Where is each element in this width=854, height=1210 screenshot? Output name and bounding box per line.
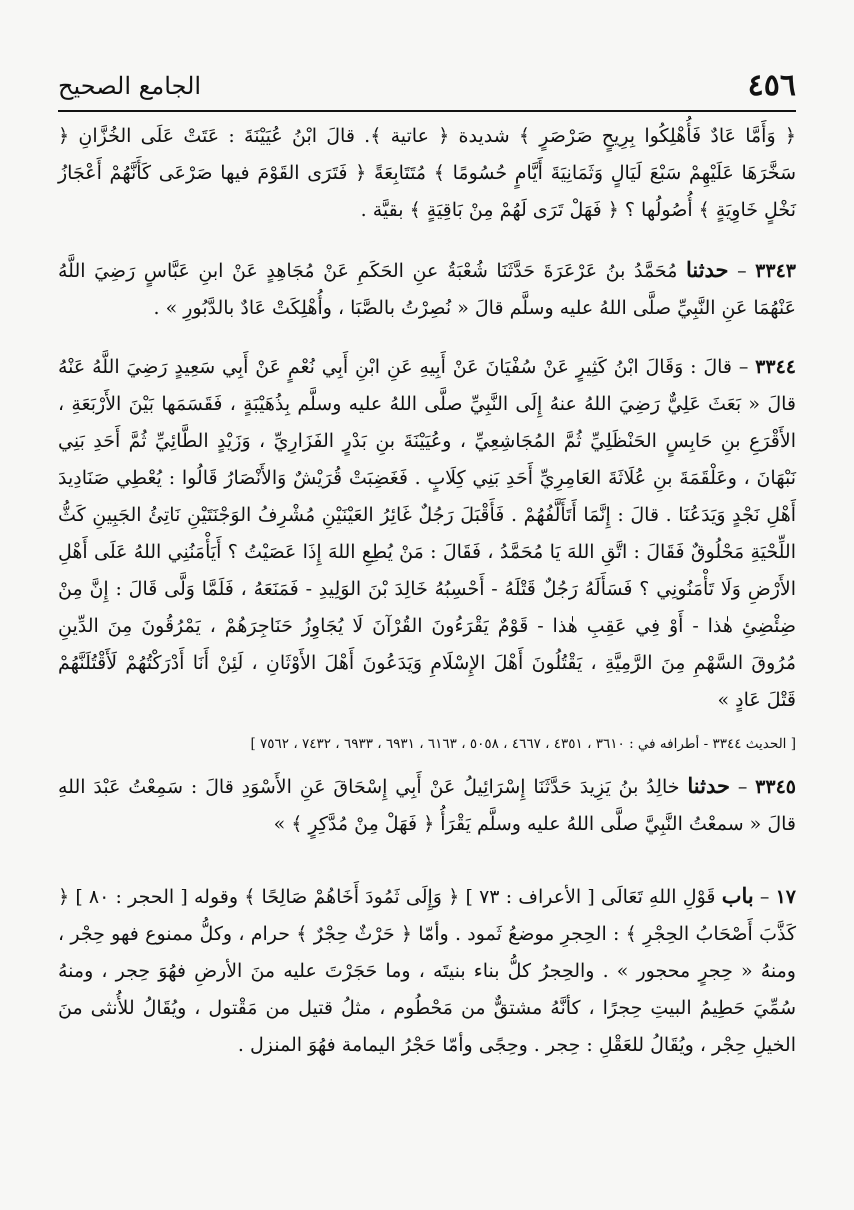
hadith-3345: ٣٣٤٥ – حدثنا خالِدُ بنُ يَزِيدَ حَدَّثَنَا إِسْرَائِيلُ عَنْ أَبِي إِسْحَاقَ عَنِ الأَسْوَدِ قالَ : سَمِعْتُ عَبْدَ اللهِ قالَ « سمعْتُ النَّبِيَّ صلَّى اللهُ عليه وسلَّم يَقْرَأُ ﴿ فَهَلْ مِنْ مُدَّكِرٍ ﴾ » — [58, 773, 796, 835]
hadith-text: خالِدُ بنُ يَزِيدَ حَدَّثَنَا إِسْرَائِيلُ عَنْ أَبِي إِسْحَاقَ عَنِ الأَسْوَدِ قالَ : سَمِعْتُ عَبْدَ اللهِ قالَ « سمعْتُ النَّبِيَّ صلَّى اللهُ عليه وسلَّم يَقْرَأُ ﴿ فَهَلْ مِنْ مُدَّكِرٍ ﴾ » — [58, 776, 796, 835]
page-header — [58, 66, 796, 112]
chapter-number: ١٧ — [775, 886, 797, 908]
hadith-keyword: حدثنا — [687, 773, 730, 798]
chapter-17: ١٧ – باب قَوْلِ اللهِ تَعَالَى [ الأعراف : ٧٣ ] ﴿ وَإِلَى ثَمُودَ أَخَاهُمْ صَالِحًا ﴾ وقوله [ الحجر : ٨٠ ] ﴿ كَذَّبَ أَصْحَابُ الحِجْرِ ﴾ : الحِجرِ موضعُ ثَمود . وأمّا ﴿ حَرْثٌ حِجْرٌ ﴾ حرام ، وكلُّ ممنوع فهو حِجْر ، ومنهُ « حِجرٍ محجور » . والحِجرُ كلُّ بناء بنيتَه ، وما حَجَرْتَ عليه منَ الأرضِ فهُوَ حِجر ، ومنهُ سُمِّيَ حَطِيمُ البيتِ حِجرًا ، كأنَّهُ مشتقٌّ من مَحْطُوم ، مثلُ قتيل من مَقْتول ، ويُقَالُ للأُنثى منَ الخيلِ حِجْر ، ويُقَالُ للعَقْلِ : حِجر . وحِجًى وأمّا حَجْرُ اليمامة فهُوَ المنزل . — [58, 883, 797, 1056]
chapter-text: قَوْلِ اللهِ تَعَالَى [ الأعراف : ٧٣ ] ﴿ وَإِلَى ثَمُودَ أَخَاهُمْ صَالِحًا ﴾ وقوله [ الحجر : ٨٠ ] ﴿ كَذَّبَ أَصْحَابُ الحِجْرِ ﴾ : الحِجرِ موضعُ ثَمود . وأمّا ﴿ حَرْثٌ حِجْرٌ ﴾ حرام ، وكلُّ ممنوع فهو حِجْر ، ومنهُ « حِجرٍ محجور » . والحِجرُ كلُّ بناء بنيتَه ، وما حَجَرْتَ عليه منَ الأرضِ فهُوَ حِجر ، ومنهُ سُمِّيَ حَطِيمُ البيتِ حِجرًا ، كأنَّهُ مشتقٌّ من مَحْطُوم ، مثلُ قتيل من مَقْتول ، ويُقَالُ للأُنثى منَ الخيلِ حِجْر ، ويُقَالُ للعَقْلِ : حِجر . وحِجًى وأمّا حَجْرُ اليمامة فهُوَ المنزل . — [58, 886, 796, 1056]
chapter-keyword: باب — [721, 883, 754, 908]
hadith-3344-cross-references: [ الحديث ٣٣٤٤ - أطرافه في : ٣٦١٠ ، ٤٣٥١ ، ٤٦٦٧ ، ٥٠٥٨ ، ٦١٦٣ ، ٦٩٣١ ، ٦٩٣٣ ، ٧٤٣٢ ، ٧٥٦٢ ] — [250, 736, 796, 752]
hadith-3343: ٣٣٤٣ – حدثنا مُحَمَّدُ بنُ عَرْعَرَةَ حَدَّثَنَا شُعْبَةُ عنِ الحَكَمِ عَنْ مُجَاهِدٍ عَنْ ابنِ عَبَّاسٍ رَضِيَ اللَّهُ عَنْهُمَا عَنِ النَّبِيِّ صلَّى اللهُ عليه وسلَّم قالَ « نُصِرْتُ بالصَّبَا ، وأُهْلِكَتْ عَادٌ بالدَّبُورِ » . — [58, 257, 796, 319]
hadith-number: ٣٣٤٤ — [755, 356, 796, 378]
hadith-number: ٣٣٤٥ — [755, 776, 796, 798]
intro-paragraph: ﴿ وَأَمَّا عَادٌ فَأُهْلِكُوا بِرِيحٍ صَرْصَرٍ ﴾ شديدة ﴿ عاتية ﴾. قالَ ابْنُ عُيَيْنَةَ : عَتَتْ عَلَى الخُزَّانِ ﴿ سَخَّرَهَا عَلَيْهِمْ سَبْعَ لَيَالٍ وَثَمَانِيَةَ أَيَّامٍ حُسُومًا ﴾ مُتَتَابِعَةً ﴿ فَتَرَى القَوْمَ فيها صَرْعَى كَأَنَّهُمْ أَعْجَازُ نَخْلٍ خَاوِيَةٍ ﴾ أُصُولُها ؟ ﴿ فَهَلْ تَرَى لَهُمْ مِنْ بَاقِيَةٍ ﴾ بقيَّة . — [58, 125, 796, 221]
hadith-text: مُحَمَّدُ بنُ عَرْعَرَةَ حَدَّثَنَا شُعْبَةُ عنِ الحَكَمِ عَنْ مُجَاهِدٍ عَنْ ابنِ عَبَّاسٍ رَضِيَ اللَّهُ عَنْهُمَا عَنِ النَّبِيِّ صلَّى اللهُ عليه وسلَّم قالَ « نُصِرْتُ بالصَّبَا ، وأُهْلِكَتْ عَادٌ بالدَّبُورِ » . — [58, 260, 796, 319]
hadith-keyword: حدثنا — [685, 257, 729, 282]
page-body — [58, 118, 796, 1086]
hadith-text: قالَ : وَقَالَ ابْنُ كَثِيرٍ عَنْ سُفْيَانَ عَنْ أَبِيهِ عَنِ ابْنِ أَبِي نُعْمٍ عَنْ أَبِي سَعِيدٍ رَضِيَ اللَّهُ عَنْهُ قالَ « بَعَثَ عَلِيٌّ رَضِيَ اللهُ عنهُ إِلَى النَّبِيِّ صلَّى اللهُ عليه وسلَّم بِذُهَيْبَةٍ ، فَقَسَمَها بَيْنَ الأَرْبَعَةِ ، الأَقْرَعِ بنِ حَابِسٍ الحَنْظَلِيِّ ثُمَّ المُجَاشِعِيِّ ، وعُيَيْنَةَ بنِ بَدْرٍ الفَزَارِيِّ ، وَزَيْدٍ الطَّائِيِّ ثُمَّ أَحَدِ بَنِي نَبْهَانَ ، وعَلْقَمَةَ بنِ عُلَاثَةَ العَامِرِيِّ أَحَدِ بَنِي كِلَابٍ . فَغَضِبَتْ قُرَيْشٌ وَالأَنْصَارُ قَالُوا : يُعْطِي صَنَادِيدَ أَهْلِ نَجْدٍ وَيَدَعُنَا . قالَ : إِنَّمَا أَتَأَلَّفُهُمْ . فَأَقْبَلَ رَجُلٌ غَائِرُ العَيْنَيْنِ مُشْرِفُ الوَجْنَتَيْنِ نَاتِئُ الجَبِينِ كَثُّ اللِّحْيَةِ مَحْلُوقٌ فَقَالَ : اتَّقِ اللهَ يَا مُحَمَّدُ ، فَقَالَ : مَنْ يُطِعِ اللهَ إِذَا عَصَيْتُ ؟ أَيَأْمَنُنِي اللهُ عَلَى أَهْلِ الأَرْضِ وَلَا تَأْمَنُونِي ؟ فَسَأَلَهُ رَجُلٌ قَتْلَهُ - أَحْسِبُهُ خَالِدَ بْنَ الوَلِيدِ - فَمَنَعَهُ ، فَلَمَّا وَلَّى قَالَ : إِنَّ مِنْ ضِئْضِئِ هٰذا - أَوْ فِي عَقِبِ هٰذا - قَوْمٌ يَقْرَءُونَ القُرْآنَ لَا يُجَاوِزُ حَنَاجِرَهُمْ ، يَمْرُقُونَ مِنَ الدِّينِ مُرُوقَ السَّهْمِ مِنَ الرَّمِيَّةِ ، يَقْتُلُونَ أَهْلَ الإِسْلَامِ وَيَدَعُونَ أَهْلَ الأَوْثَانِ ، لَئِنْ أَنَا أَدْرَكْتُهُمْ لَأَقْتُلَنَّهُمْ قَتْلَ عَادٍ » — [58, 356, 796, 711]
running-title: الجامع الصحيح — [58, 72, 202, 100]
hadith-3344: ٣٣٤٤ – قالَ : وَقَالَ ابْنُ كَثِيرٍ عَنْ سُفْيَانَ عَنْ أَبِيهِ عَنِ ابْنِ أَبِي نُعْمٍ عَنْ أَبِي سَعِيدٍ رَضِيَ اللَّهُ عَنْهُ قالَ « بَعَثَ عَلِيٌّ رَضِيَ اللهُ عنهُ إِلَى النَّبِيِّ صلَّى اللهُ عليه وسلَّم بِذُهَيْبَةٍ ، فَقَسَمَها بَيْنَ الأَرْبَعَةِ ، الأَقْرَعِ بنِ حَابِسٍ الحَنْظَلِيِّ ثُمَّ المُجَاشِعِيِّ ، وعُيَيْنَةَ بنِ بَدْرٍ الفَزَارِيِّ ، وَزَيْدٍ الطَّائِيِّ ثُمَّ أَحَدِ بَنِي نَبْهَانَ ، وعَلْقَمَةَ بنِ عُلَاثَةَ العَامِرِيِّ أَحَدِ بَنِي كِلَابٍ . فَغَضِبَتْ قُرَيْشٌ وَالأَنْصَارُ قَالُوا : يُعْطِي صَنَادِيدَ أَهْلِ نَجْدٍ وَيَدَعُنَا . قالَ : إِنَّمَا أَتَأَلَّفُهُمْ . فَأَقْبَلَ رَجُلٌ غَائِرُ العَيْنَيْنِ مُشْرِفُ الوَجْنَتَيْنِ نَاتِئُ الجَبِينِ كَثُّ اللِّحْيَةِ مَحْلُوقٌ فَقَالَ : اتَّقِ اللهَ يَا مُحَمَّدُ ، فَقَالَ : مَنْ يُطِعِ اللهَ إِذَا عَصَيْتُ ؟ أَيَأْمَنُنِي اللهُ عَلَى أَهْلِ الأَرْضِ وَلَا تَأْمَنُونِي ؟ فَسَأَلَهُ رَجُلٌ قَتْلَهُ - أَحْسِبُهُ خَالِدَ بْنَ الوَلِيدِ - فَمَنَعَهُ ، فَلَمَّا وَلَّى قَالَ : إِنَّ مِنْ ضِئْضِئِ هٰذا - أَوْ فِي عَقِبِ هٰذا - قَوْمٌ يَقْرَءُونَ القُرْآنَ لَا يُجَاوِزُ حَنَاجِرَهُمْ ، يَمْرُقُونَ مِنَ الدِّينِ مُرُوقَ السَّهْمِ مِنَ الرَّمِيَّةِ ، يَقْتُلُونَ أَهْلَ الإِسْلَامِ وَيَدَعُونَ أَهْلَ الأَوْثَانِ ، لَئِنْ أَنَا أَدْرَكْتُهُمْ لَأَقْتُلَنَّهُمْ قَتْلَ عَادٍ » — [58, 356, 796, 711]
hadith-number: ٣٣٤٣ — [755, 260, 796, 282]
page-number: ٤٥٦ — [747, 68, 796, 103]
